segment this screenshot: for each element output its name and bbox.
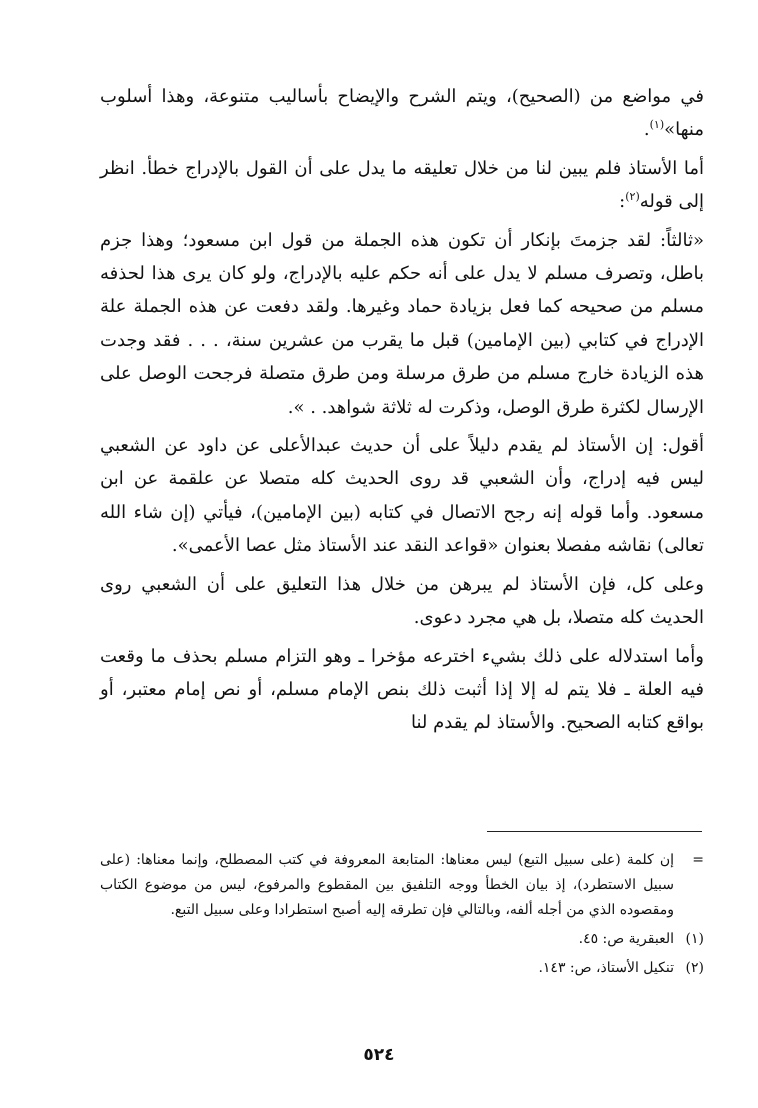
footnote-divider: [487, 831, 702, 832]
paragraph-1: في مواضع من (الصحيح)، ويتم الشرح والإيضاح بأساليب متنوعة، وهذا أسلوب منها»$^{(١)}$.: [100, 86, 704, 141]
paragraph-4: أقول: إن الأستاذ لم يقدم دليلاً على أن حديث عبدالأعلى عن داود عن الشعبي ليس فيه إدراج، وأن الشعبي قد روى الحديث كله متصلا عن علقمة عن ابن مسعود. وأما قوله إنه رجح الاتصال في كتابه (بين الإمامين)، فيأتي (إن شاء الله تعالى) نقاشه مفصلا بعنوان «قواعد النقد عند الأستاذ مثل عصا الأعمى».: [100, 435, 704, 557]
footnote-1: [100, 927, 704, 952]
footnote-ref-1[interactable]: (١): [649, 118, 665, 132]
footnote-text: تنكيل الأستاذ، ص: ١٤٣.: [538, 960, 674, 976]
paragraph-2: أما الأستاذ فلم يبين لنا من خلال تعليقه ما يدل على أن القول بالإدراج خطأ. انظر إلى قوله$^{(٢)}$:: [100, 157, 704, 213]
footnote-number: (٢): [685, 960, 704, 976]
footnote-text: العبقرية ص: ٤٥.: [578, 931, 674, 947]
paragraph-5: وعلى كل، فإن الأستاذ لم يبرهن من خلال هذا التعليق على أن الشعبي روى الحديث كله متصلا، بل هي مجرد دعوى.: [100, 573, 704, 629]
footnote-2: [100, 956, 704, 981]
footnotes-section: [100, 848, 704, 981]
page-number: ٥٢٤: [363, 1045, 395, 1065]
continuation-text: إن كلمة (على سبيل التبع) ليس معناها: المتابعة المعروفة في كتب المصطلح، وإنما معناها: (على سبيل الاستطرد)، إذ بيان الخطأ ووجه التلفيق بين المقطوع والمرفوع، ليس من موضوع الكتاب ومقصوده الذي من أجله ألفه، وبالتالي فإن تطرقه إليه أصبح استطرادا وعلى سبيل التبع.: [100, 852, 674, 918]
continuation-marker: =: [692, 852, 704, 868]
footnote-continuation: [100, 848, 704, 923]
main-text: [100, 80, 704, 740]
paragraph-6: وأما استدلاله على ذلك بشيء اخترعه مؤخرا ـ وهو التزام مسلم بحذف ما وقعت فيه العلة ـ فلا يتم له إلا إذا أثبت ذلك بنص الإمام مسلم، أو نص إمام معتبر، أو بواقع كتابه الصحيح. والأستاذ لم يقدم لنا: [100, 645, 704, 734]
quote-paragraph: «ثالثاً: لقد جزمتَ بإنكار أن تكون هذه الجملة من قول ابن مسعود؛ وهذا جزم باطل، وتصرف مسلم لا يدل على أنه حكم عليه بالإدراج، ولو كان يرى هذا لحذفه مسلم من صحيحه كما فعل بزيادة حماد وغيرها. ولقد دفعت عن هذه الجملة علة الإدراج في كتابي (بين الإمامين) قبل ما يقرب من عشرين سنة، . . . فقد وجدت هذه الزيادة خارج مسلم من طرق مرسلة ومن طرق متصلة فرجحت الوصل على الإرسال لكثرة طرق الوصل، وذكرت له ثلاثة شواهد. . ».: [100, 229, 704, 418]
footnote-number: (١): [685, 931, 704, 947]
footnote-ref-2[interactable]: (٢): [625, 190, 640, 204]
